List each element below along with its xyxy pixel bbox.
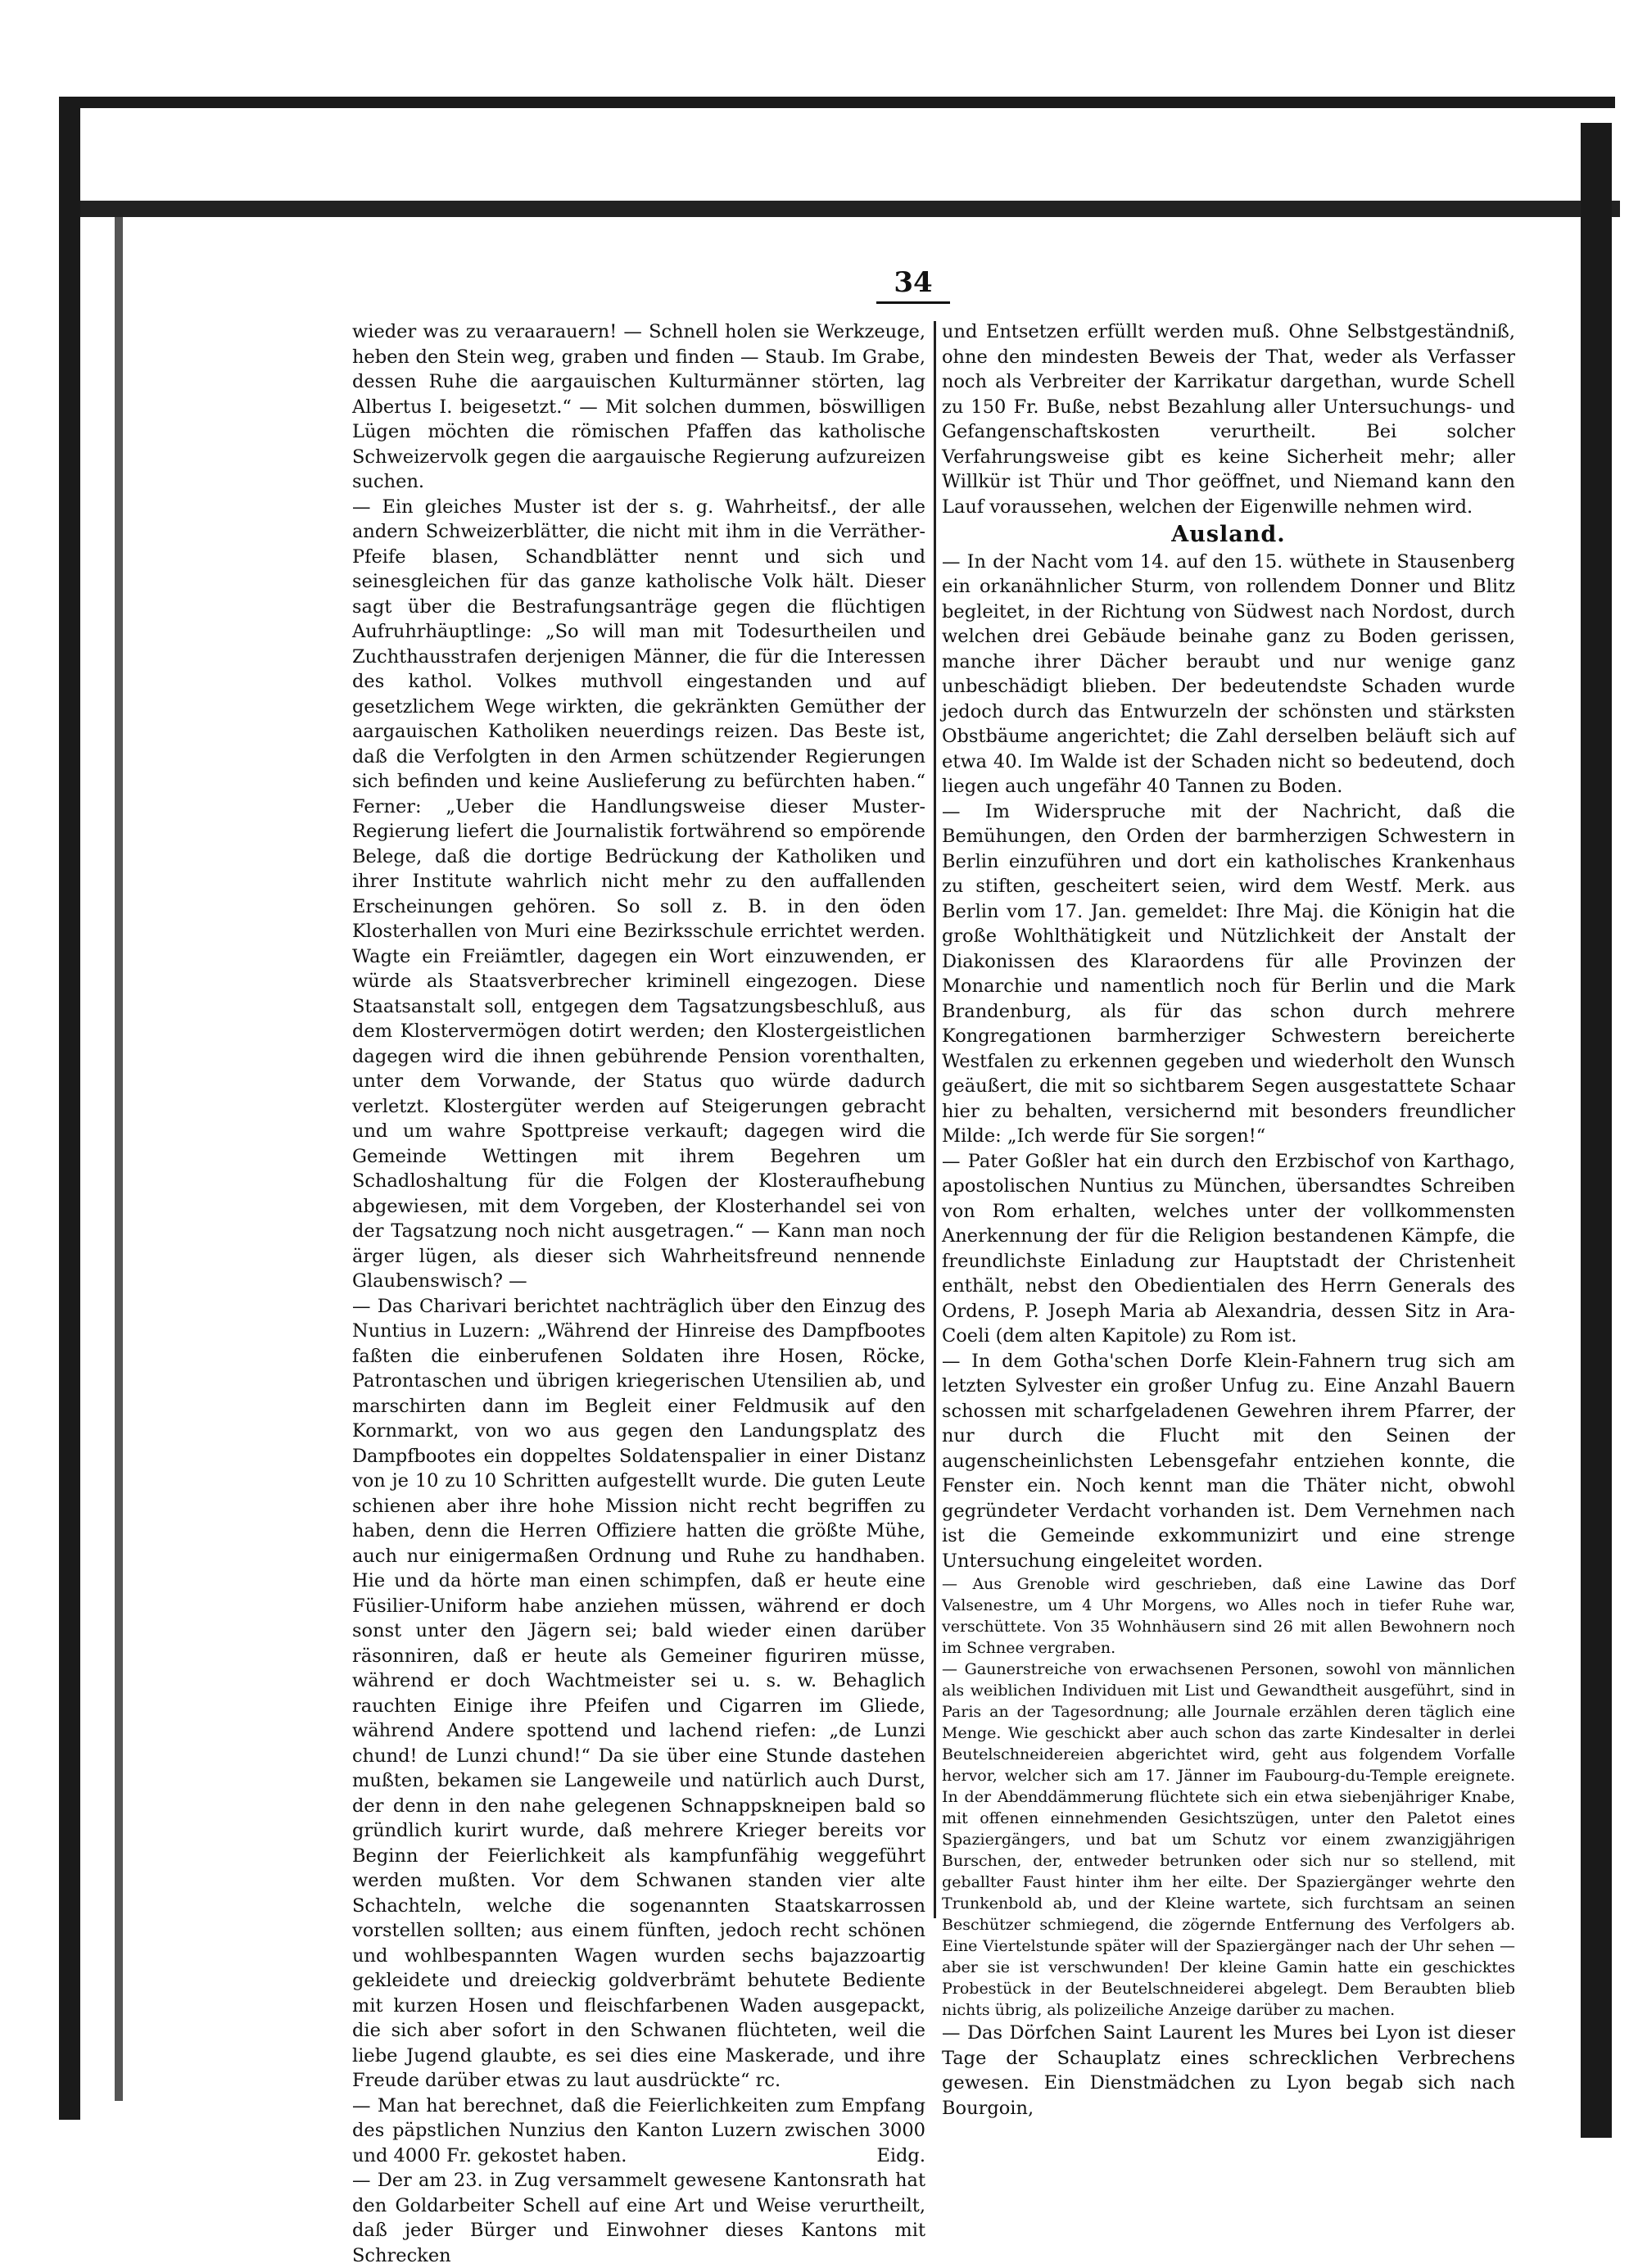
right-paragraph-6: — Aus Grenoble wird geschrieben, daß eine Lawine das Dorf Valsenestre, um 4 Uhr Morgens, wo Alles noch in tiefer Ruhe war, verschüttete. Von 35 Wohnhäusern sind 26 mit allen Bewohnern noch im Schnee vergraben.	[942, 1575, 1515, 1657]
section-heading-ausland: Ausland.	[1171, 522, 1286, 547]
scan-border-left	[59, 97, 80, 2120]
right-paragraph-2: — In der Nacht vom 14. auf den 15. wüthete in Stausenberg ein orkanähnlicher Sturm, von rollendem Donner und Blitz begleitet, in der Richtung von Südwest nach Nordost, durch welchen drei Gebäude beinahe ganz zu Boden gerissen, manche ihrer Dächer beraubt und nur wenige ganz unbeschädigt blieben. Der bedeutendste Schaden wurde jedoch durch das Entwurzeln der schönsten und stärksten Obstbäume angerichtet; die Zahl derselben beläuft sich auf etwa 40. Im Walde ist der Schaden nicht so bedeutend, doch liegen auch ungefähr 40 Tannen zu Boden.	[942, 550, 1515, 797]
left-paragraph-4	[352, 2094, 925, 2169]
right-column	[942, 319, 1515, 2121]
right-paragraph-5: — In dem Gotha'schen Dorfe Klein-Fahnern trug sich am letzten Sylvester ein großer Unfug zu. Eine Anzahl Bauern schossen mit scharfgeladenen Gewehren ihrem Pfarrer, der nur durch die Flucht mit den Seinen der augenscheinlichsten Lebensgefahr entziehen konnte, die Fenster ein. Noch kennt man die Thäter nicht, obwohl gegründeter Verdacht vorhanden ist. Dem Vernehmen nach ist die Gemeinde exkommunizirt und eine strenge Untersuchung eingeleitet worden.	[942, 1350, 1515, 1572]
right-paragraph-8: — Das Dörfchen Saint Laurent les Mures bei Lyon ist dieser Tage der Schauplatz eines schrecklichen Verbrechens gewesen. Ein Dienstmädchen zu Lyon begab sich nach Bourgoin,	[942, 2022, 1515, 2119]
left-paragraph-1: wieder was zu veraarauern! — Schnell holen sie Werkzeuge, heben den Stein weg, graben und finden — Staub. Im Grabe, dessen Ruhe die aargauischen Kulturmänner störten, lag Albertus I. beigesetzt.“ — Mit solchen dummen, böswilligen Lügen möchten die römischen Pfaffen das katholische Schweizervolk gegen die aargauische Regierung aufzureizen suchen.	[352, 321, 925, 492]
scan-border-top	[59, 97, 1615, 108]
page-number: 34	[894, 266, 933, 299]
column-divider	[934, 321, 936, 1918]
left-paragraph-4-text: — Man hat berechnet, daß die Feierlichkeiten zum Empfang des päpstlichen Nunzius den Kanton Luzern zwischen 3000 und 4000 Fr. gekostet haben.	[352, 2094, 925, 2166]
left-paragraph-3: — Das Charivari berichtet nachträglich über den Einzug des Nuntius in Luzern: „Während der Hinreise des Dampfbootes faßten die einberufenen Soldaten ihre Hosen, Röcke, Patrontaschen und übrigen kriegerischen Utensilien ab, und marschirten dann im Begleit einer Feldmusik auf den Kornmarkt, von wo aus gegen den Landungsplatz des Dampfbootes ein doppeltes Soldatenspalier in einer Distanz von je 10 zu 10 Schritten aufgestellt wurde. Die guten Leute schienen aber ihre hohe Mission nicht recht begriffen zu haben, denn die Herren Offiziere hatten die größte Mühe, auch nur einigermaßen Ordnung und Ruhe zu handhaben. Hie und da hörte man einen schimpfen, daß er heute eine Füsilier-Uniform habe anziehen müssen, während er doch sonst unter den Jägern sei; bald wieder einen darüber räsonniren, daß er heute als Gemeiner figuriren müsse, während er doch Wachtmeister sei u. s. w. Behaglich rauchten Einige ihre Pfeifen und Cigarren im Gliede, während Andere spottend und lachend riefen: „de Lunzi chund! de Lunzi chund!“ Da sie über eine Stunde dastehen mußten, bekamen sie Langeweile und natürlich auch Durst, der denn in den nahe gelegenen Schnappskneipen bald so gründlich kurirt wurde, daß mehrere Krieger bereits vor Beginn der Feierlichkeit als kampfunfähig weggeführt werden mußten. Vor dem Schwanen standen vier alte Schachteln, welche die sogenannten Staatskarrossen vorstellen sollten; aus einem fünften, jedoch recht schönen und wohlbespannten Wagen wurden sechs bajazzoartig gekleidete und dreieckig goldverbrämt behutete Bediente mit kurzen Hosen und fleischfarbenen Waden ausgepackt, die sich aber sofort in den Schwanen flüchteten, weil die liebe Jugend glaubte, es sei dies eine Maskerade, und ihre Freude darüber etwas zu laut ausdrückte“ rc.	[352, 1295, 925, 2091]
left-paragraph-5: — Der am 23. in Zug versammelt gewesene Kantonsrath hat den Goldarbeiter Schell auf eine Art und Weise verurtheilt, daß jeder Bürger und Einwohner dieses Kantons mit Schrecken	[352, 2170, 925, 2266]
right-paragraph-4: — Pater Goßler hat ein durch den Erzbischof von Karthago, apostolischen Nuntius zu München, übersandtes Schreiben von Rom erhalten, welches unter der vollkommensten Anerkennung der für die Religion bestandenen Kämpfe, die freundlichste Einladung zur Hauptstadt der Christenheit enthält, nebst den Obedientialen des Herrn Generals des Ordens, P. Joseph Maria ab Alexandria, dessen Sitz in Ara-Coeli (dem alten Kapitole) zu Rom ist.	[942, 1150, 1515, 1347]
scan-border-bar	[80, 201, 1620, 217]
scan-page-edge	[115, 217, 123, 2101]
scan-border-right	[1581, 123, 1612, 2138]
right-paragraph-3: — Im Widerspruche mit der Nachricht, daß die Bemühungen, den Orden der barmherzigen Schwestern in Berlin einzuführen und dort ein katholisches Krankenhaus zu stiften, gescheitert seien, wird dem Westf. Merk. aus Berlin vom 17. Jan. gemeldet: Ihre Maj. die Königin hat die große Wohlthätigkeit und Nützlichkeit der Anstalt der Diakonissen des Klaraordens für alle Provinzen der Monarchie und namentlich noch für Berlin und die Mark Brandenburg, als für das schon durch mehrere Kongregationen barmherziger Schwestern bereicherte Westfalen zu erkennen gegeben und wiederholt den Wunsch geäußert, die mit so sichtbarem Segen ausgestattete Schaar hier zu behalten, versichernd mit besonders freundlicher Milde: „Ich werde für Sie sorgen!“	[942, 800, 1515, 1147]
left-paragraph-2: — Ein gleiches Muster ist der s. g. Wahrheitsf., der alle andern Schweizerblätter, die nicht mit ihm in die Verräther-Pfeife blasen, Schandblätter nennt und sich und seinesgleichen für das ganze katholische Volk hält. Dieser sagt über die Bestrafungsanträge gegen die flüchtigen Aufruhrhäuptlinge: „So will man mit Todesurtheilen und Zuchthausstrafen derjenigen Männer, die für die Interessen des kathol. Volkes muthvoll eingestanden und auf gesetzlichem Wege wirkten, die gekränkten Gemüther der aargauischen Katholiken neuerdings reizen. Das Beste ist, daß die Verfolgten in den Armen schützender Regierungen sich befinden und keine Auslieferung zu befürchten haben.“ Ferner: „Ueber die Handlungsweise dieser Muster-Regierung liefert die Journalistik fortwährend so empörende Belege, daß die dortige Bedrückung der Katholiken und ihrer Institute wahrlich nicht mehr zu den auffallenden Erscheinungen gehören. So soll z. B. in den öden Klosterhallen von Muri eine Bezirksschule errichtet werden. Wagte ein Freiämtler, dagegen ein Wort einzuwenden, er würde als Staatsverbrecher kriminell eingezogen. Diese Staatsanstalt soll, entgegen dem Tagsatzungsbeschluß, aus dem Klostervermögen dotirt werden; den Klostergeistlichen dagegen wird die ihnen gebührende Pension vorenthalten, unter dem Vorwande, der Status quo würde dadurch verletzt. Klostergüter werden auf Steigerungen gebracht und um wahre Spottpreise verkauft; dagegen wird die Gemeinde Wettingen mit ihrem Begehren um Schadloshaltung für die Folgen der Klosteraufhebung abgewiesen, mit dem Vorgeben, der Klosterhandel sei von der Tagsatzung noch nicht ausgetragen.“ — Kann man noch ärger lügen, als dieser sich Wahrheitsfreund nennende Glaubenswisch? —	[352, 496, 925, 1292]
left-paragraph-4-signature: Eidg.	[876, 2144, 925, 2166]
right-paragraph-1: und Entsetzen erfüllt werden muß. Ohne Selbstgeständniß, ohne den mindesten Beweis der That, weder als Verfasser noch als Verbreiter der Karrikatur dargethan, wurde Schell zu 150 Fr. Buße, nebst Bezahlung aller Untersuchungs- und Gefangenschaftskosten verurtheilt. Bei solcher Verfahrungsweise gibt es keine Sicherheit mehr; aller Willkür ist Thür und Thor geöffnet, und Niemand kann den Lauf voraussehen, welchen der Eigenwille nehmen wird.	[942, 321, 1515, 518]
page-number-rule	[876, 301, 950, 304]
left-column	[352, 319, 925, 2268]
right-paragraph-7: — Gaunerstreiche von erwachsenen Personen, sowohl von männlichen als weiblichen Individuen mit List und Gewandtheit ausgeführt, sind in Paris an der Tagesordnung; alle Journale erzählen deren täglich eine Menge. Wie geschickt aber auch schon das zarte Kindesalter in derlei Beutelschneidereien abgerichtet wird, geht aus folgendem Vorfalle hervor, welcher sich am 17. Jänner im Faubourg-du-Temple ereignete. In der Abenddämmerung flüchtete sich ein etwa siebenjähriger Knabe, mit offenen einnehmenden Gesichtszügen, unter den Paletot eines Spaziergängers, und bat um Schutz vor einem zwanzigjährigen Burschen, der, entweder betrunken oder sich nur so stellend, mit geballter Faust hinter ihm her eilte. Der Spaziergänger wehrte den Trunkenbold ab, und der Kleine wartete, sich furchtsam an seinen Beschützer schmiegend, die zögernde Entfernung des Verfolgers ab. Eine Viertelstunde später will der Spaziergänger nach der Uhr sehen — aber sie ist verschwunden! Der kleine Gamin hatte ein geschicktes Probestück in der Beutelschneiderei abgelegt. Dem Beraubten blieb nichts übrig, als polizeiliche Anzeige darüber zu machen.	[942, 1660, 1515, 2019]
